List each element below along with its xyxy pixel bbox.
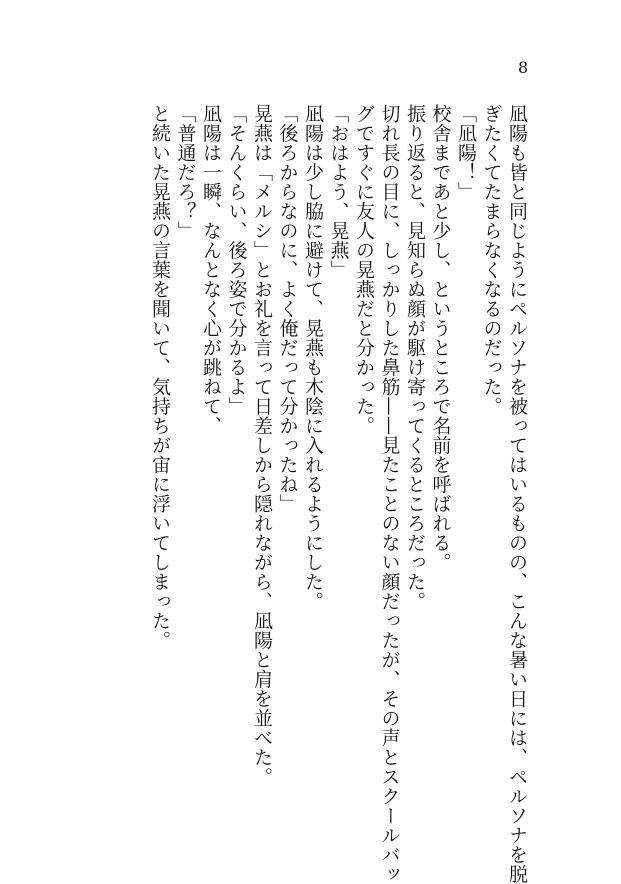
- text-line: 晃燕は「メルシ」とお礼を言って日差しから隠れながら、凪陽と肩を並べた。: [251, 104, 273, 787]
- text-line: 凪陽は少し脇に避けて、晃燕も木陰に入れるようにした。: [302, 104, 324, 611]
- text-line: 校舎まであと少し、というところで名前を呼ばれる。: [429, 104, 452, 572]
- text-line: グですぐに友人の晃燕だと分かった。: [353, 104, 375, 436]
- text-line: 「凪陽！」: [455, 104, 477, 202]
- text-line: 凪陽は一瞬、なんとなく心が跳ねて、: [200, 104, 222, 436]
- text-line: 「そんくらい、後ろ姿で分かるよ」: [225, 104, 248, 416]
- text-line: 「普通だろ？」: [174, 104, 197, 241]
- text-line: 振り返ると、見知らぬ顔が駆け寄ってくるところだった。: [404, 104, 426, 611]
- text-line: ぎたくてたまらなくなるのだった。: [480, 104, 503, 416]
- text-line: 切れ長の目に、しっかりした鼻筋——見たことのない顔だったが、その声とスクールバッ: [378, 104, 401, 884]
- body-text: [147, 104, 530, 884]
- text-line: 「後ろからなのに、よく俺だって分かったね」: [276, 104, 299, 514]
- text-line: と続いた晃燕の言葉を聞いて、気持ちが宙に浮いてしまった。: [149, 104, 171, 650]
- text-line: 「おはよう、晃燕」: [327, 104, 350, 280]
- text-line: 凪陽も皆と同じようにペルソナを被ってはいるものの、こんな暑い日には、ペルソナを脱: [506, 104, 528, 884]
- page-number: 8: [518, 58, 529, 77]
